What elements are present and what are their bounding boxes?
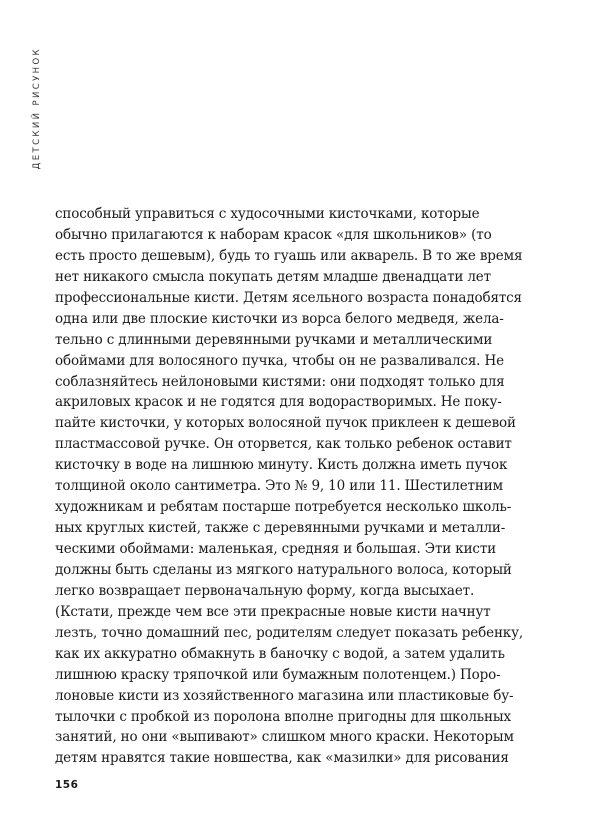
text-line: нет никакого смысла покупать детям младше двенадцати лет	[55, 268, 491, 285]
text-line: легко возвращает первоначальную форму, когда высыхает.	[55, 582, 475, 599]
text-line: толщиной около сантиметра. Это № 9, 10 или 11. Шестилетним	[55, 478, 503, 495]
text-line: обычно прилагаются к наборам красок «для школьников» (то	[55, 226, 492, 243]
text-line: кисточку в воде на лишнюю минуту. Кисть должна иметь пучок	[55, 457, 508, 474]
text-line: как их аккуратно обмакнуть в баночку с водой, а затем удалить	[55, 645, 505, 662]
text-line: художникам и ребятам постарше потребуется несколько школь-	[55, 499, 512, 516]
text-line: одна или две плоские кисточки из ворса белого медведя, жела-	[55, 310, 504, 327]
running-head-text: ДЕТСКИЙ РИСУНОК	[32, 46, 42, 170]
text-line: способный управиться с худосочными кисточками, которые	[55, 206, 480, 222]
text-line: лоновые кисти из хозяйственного магазина или пластиковые бу-	[55, 687, 514, 704]
body-text	[55, 204, 524, 769]
text-line: пластмассовой ручке. Он оторвется, как только ребенок оставит	[55, 436, 512, 453]
text-line: тылочки с пробкой из поролона вполне пригодны для школьных	[55, 708, 511, 725]
text-line: должны быть сделаны из мягкого натурального волоса, который	[55, 561, 512, 578]
text-line: акриловых красок и не годятся для водорастворимых. Не поку-	[55, 394, 502, 411]
page-number: 156	[55, 779, 79, 791]
text-line: ческими обоймами: маленькая, средняя и большая. Эти кисти	[55, 541, 497, 557]
text-line: пайте кисточки, у которых волосяной пучок приклеен к дешевой	[55, 415, 516, 432]
text-line: тельно с длинными деревянными ручками и металлическими	[55, 331, 493, 348]
text-line: занятий, но они «выпивают» слишком много краски. Некоторым	[55, 729, 514, 746]
text-line: профессиональные кисти. Детям ясельного возраста понадобятся	[55, 289, 522, 306]
text-line: лезть, точно домашний пес, родителям следует показать ребенку,	[55, 624, 524, 641]
text-line: детям нравятся такие новшества, как «мазилки» для рисования	[55, 750, 509, 767]
text-line: (Кстати, прежде чем все эти прекрасные новые кисти начнут	[55, 603, 491, 620]
text-line: есть просто дешевым), будь то гуашь или акварель. В то же время	[55, 247, 523, 264]
text-line: соблазняйтесь нейлоновыми кистями: они подходят только для	[55, 373, 505, 390]
running-head	[30, 38, 44, 178]
text-line: обоймами для волосяного пучка, чтобы он не разваливался. Не	[55, 352, 504, 369]
text-line: лишнюю краску тряпочкой или бумажным полотенцем.) Поро-	[55, 666, 501, 683]
text-line: ных круглых кистей, также с деревянными ручками и металли-	[55, 520, 506, 537]
